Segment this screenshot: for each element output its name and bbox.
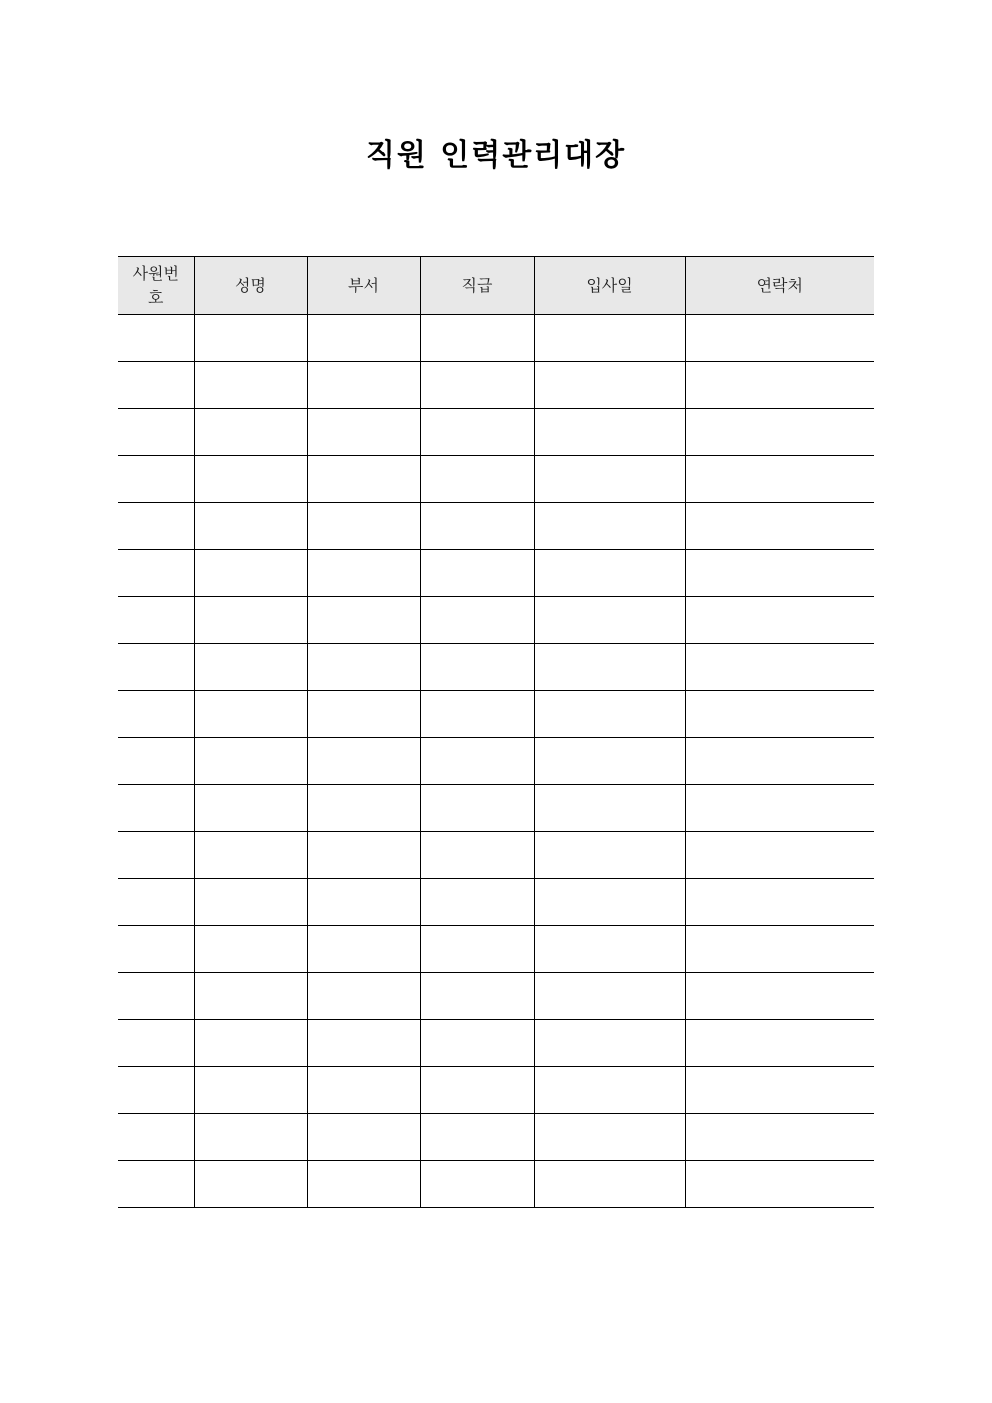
department-cell[interactable] xyxy=(307,691,420,738)
name-cell[interactable] xyxy=(194,1067,307,1114)
contact-cell[interactable] xyxy=(685,1020,874,1067)
contact-cell[interactable] xyxy=(685,597,874,644)
header-department: 부서 xyxy=(307,257,420,315)
contact-cell[interactable] xyxy=(685,879,874,926)
hire-date-cell[interactable] xyxy=(534,409,685,456)
name-cell[interactable] xyxy=(194,1161,307,1208)
name-cell[interactable] xyxy=(194,1114,307,1161)
position-cell[interactable] xyxy=(420,597,534,644)
hire-date-cell[interactable] xyxy=(534,644,685,691)
name-cell[interactable] xyxy=(194,1020,307,1067)
position-cell[interactable] xyxy=(420,691,534,738)
hire-date-cell[interactable] xyxy=(534,738,685,785)
department-cell[interactable] xyxy=(307,409,420,456)
table-row xyxy=(118,315,874,362)
department-cell[interactable] xyxy=(307,315,420,362)
name-cell[interactable] xyxy=(194,738,307,785)
table-row xyxy=(118,1020,874,1067)
contact-cell[interactable] xyxy=(685,503,874,550)
department-cell[interactable] xyxy=(307,550,420,597)
table-row xyxy=(118,644,874,691)
hire-date-cell[interactable] xyxy=(534,1161,685,1208)
position-cell[interactable] xyxy=(420,879,534,926)
position-cell[interactable] xyxy=(420,644,534,691)
department-cell[interactable] xyxy=(307,738,420,785)
hire-date-cell[interactable] xyxy=(534,926,685,973)
table-row xyxy=(118,550,874,597)
hire-date-cell[interactable] xyxy=(534,315,685,362)
table-row xyxy=(118,1114,874,1161)
table-row xyxy=(118,597,874,644)
department-cell[interactable] xyxy=(307,456,420,503)
employee-id-cell[interactable] xyxy=(118,1067,194,1114)
table-row xyxy=(118,926,874,973)
contact-cell[interactable] xyxy=(685,832,874,879)
hire-date-cell[interactable] xyxy=(534,362,685,409)
contact-cell[interactable] xyxy=(685,738,874,785)
employee-id-cell[interactable] xyxy=(118,1020,194,1067)
table-row xyxy=(118,1161,874,1208)
employee-id-cell[interactable] xyxy=(118,550,194,597)
name-cell[interactable] xyxy=(194,597,307,644)
contact-cell[interactable] xyxy=(685,1114,874,1161)
hire-date-cell[interactable] xyxy=(534,550,685,597)
position-cell[interactable] xyxy=(420,503,534,550)
department-cell[interactable] xyxy=(307,503,420,550)
employee-id-cell[interactable] xyxy=(118,644,194,691)
employee-id-cell[interactable] xyxy=(118,973,194,1020)
employee-id-cell[interactable] xyxy=(118,409,194,456)
hire-date-cell[interactable] xyxy=(534,785,685,832)
department-cell[interactable] xyxy=(307,362,420,409)
header-hire-date: 입사일 xyxy=(534,257,685,315)
employee-id-cell[interactable] xyxy=(118,503,194,550)
hire-date-cell[interactable] xyxy=(534,597,685,644)
header-contact: 연락처 xyxy=(685,257,874,315)
department-cell[interactable] xyxy=(307,973,420,1020)
employee-id-cell[interactable] xyxy=(118,832,194,879)
employee-id-cell[interactable] xyxy=(118,785,194,832)
position-cell[interactable] xyxy=(420,1161,534,1208)
contact-cell[interactable] xyxy=(685,973,874,1020)
department-cell[interactable] xyxy=(307,644,420,691)
name-cell[interactable] xyxy=(194,503,307,550)
table-row xyxy=(118,879,874,926)
employee-register-table xyxy=(118,256,874,1208)
table-row xyxy=(118,738,874,785)
employee-id-cell[interactable] xyxy=(118,1161,194,1208)
contact-cell[interactable] xyxy=(685,550,874,597)
hire-date-cell[interactable] xyxy=(534,1020,685,1067)
department-cell[interactable] xyxy=(307,1067,420,1114)
table-row xyxy=(118,362,874,409)
position-cell[interactable] xyxy=(420,973,534,1020)
hire-date-cell[interactable] xyxy=(534,1067,685,1114)
employee-id-cell[interactable] xyxy=(118,315,194,362)
hire-date-cell[interactable] xyxy=(534,456,685,503)
employee-id-cell[interactable] xyxy=(118,926,194,973)
table-row xyxy=(118,503,874,550)
contact-cell[interactable] xyxy=(685,785,874,832)
table-row xyxy=(118,785,874,832)
position-cell[interactable] xyxy=(420,785,534,832)
department-cell[interactable] xyxy=(307,1114,420,1161)
table-row xyxy=(118,832,874,879)
name-cell[interactable] xyxy=(194,879,307,926)
contact-cell[interactable] xyxy=(685,315,874,362)
contact-cell[interactable] xyxy=(685,926,874,973)
employee-id-cell[interactable] xyxy=(118,738,194,785)
contact-cell[interactable] xyxy=(685,644,874,691)
position-cell[interactable] xyxy=(420,362,534,409)
name-cell[interactable] xyxy=(194,691,307,738)
department-cell[interactable] xyxy=(307,926,420,973)
hire-date-cell[interactable] xyxy=(534,879,685,926)
position-cell[interactable] xyxy=(420,1114,534,1161)
name-cell[interactable] xyxy=(194,926,307,973)
name-cell[interactable] xyxy=(194,409,307,456)
name-cell[interactable] xyxy=(194,644,307,691)
hire-date-cell[interactable] xyxy=(534,1114,685,1161)
department-cell[interactable] xyxy=(307,1161,420,1208)
table-body xyxy=(118,315,874,1208)
employee-id-cell[interactable] xyxy=(118,1114,194,1161)
department-cell[interactable] xyxy=(307,597,420,644)
name-cell[interactable] xyxy=(194,550,307,597)
contact-cell[interactable] xyxy=(685,362,874,409)
position-cell[interactable] xyxy=(420,1067,534,1114)
name-cell[interactable] xyxy=(194,315,307,362)
contact-cell[interactable] xyxy=(685,1161,874,1208)
contact-cell[interactable] xyxy=(685,1067,874,1114)
position-cell[interactable] xyxy=(420,409,534,456)
department-cell[interactable] xyxy=(307,1020,420,1067)
position-cell[interactable] xyxy=(420,832,534,879)
hire-date-cell[interactable] xyxy=(534,973,685,1020)
position-cell[interactable] xyxy=(420,456,534,503)
page-title: 직원 인력관리대장 xyxy=(365,138,627,173)
hire-date-cell[interactable] xyxy=(534,503,685,550)
table-row xyxy=(118,456,874,503)
position-cell[interactable] xyxy=(420,1020,534,1067)
employee-id-cell[interactable] xyxy=(118,456,194,503)
department-cell[interactable] xyxy=(307,832,420,879)
position-cell[interactable] xyxy=(420,315,534,362)
table-header-row xyxy=(118,257,874,315)
employee-id-cell[interactable] xyxy=(118,597,194,644)
contact-cell[interactable] xyxy=(685,456,874,503)
employee-id-cell[interactable] xyxy=(118,879,194,926)
contact-cell[interactable] xyxy=(685,691,874,738)
employee-id-cell[interactable] xyxy=(118,362,194,409)
table-row xyxy=(118,691,874,738)
table-row xyxy=(118,409,874,456)
position-cell[interactable] xyxy=(420,926,534,973)
name-cell[interactable] xyxy=(194,832,307,879)
name-cell[interactable] xyxy=(194,973,307,1020)
department-cell[interactable] xyxy=(307,879,420,926)
department-cell[interactable] xyxy=(307,785,420,832)
hire-date-cell[interactable] xyxy=(534,832,685,879)
position-cell[interactable] xyxy=(420,738,534,785)
header-name: 성명 xyxy=(194,257,307,315)
employee-id-cell[interactable] xyxy=(118,691,194,738)
name-cell[interactable] xyxy=(194,456,307,503)
contact-cell[interactable] xyxy=(685,409,874,456)
table-row xyxy=(118,973,874,1020)
hire-date-cell[interactable] xyxy=(534,691,685,738)
name-cell[interactable] xyxy=(194,785,307,832)
header-position: 직급 xyxy=(420,257,534,315)
header-employee-id: 사원번호 xyxy=(118,257,194,315)
name-cell[interactable] xyxy=(194,362,307,409)
table-row xyxy=(118,1067,874,1114)
position-cell[interactable] xyxy=(420,550,534,597)
